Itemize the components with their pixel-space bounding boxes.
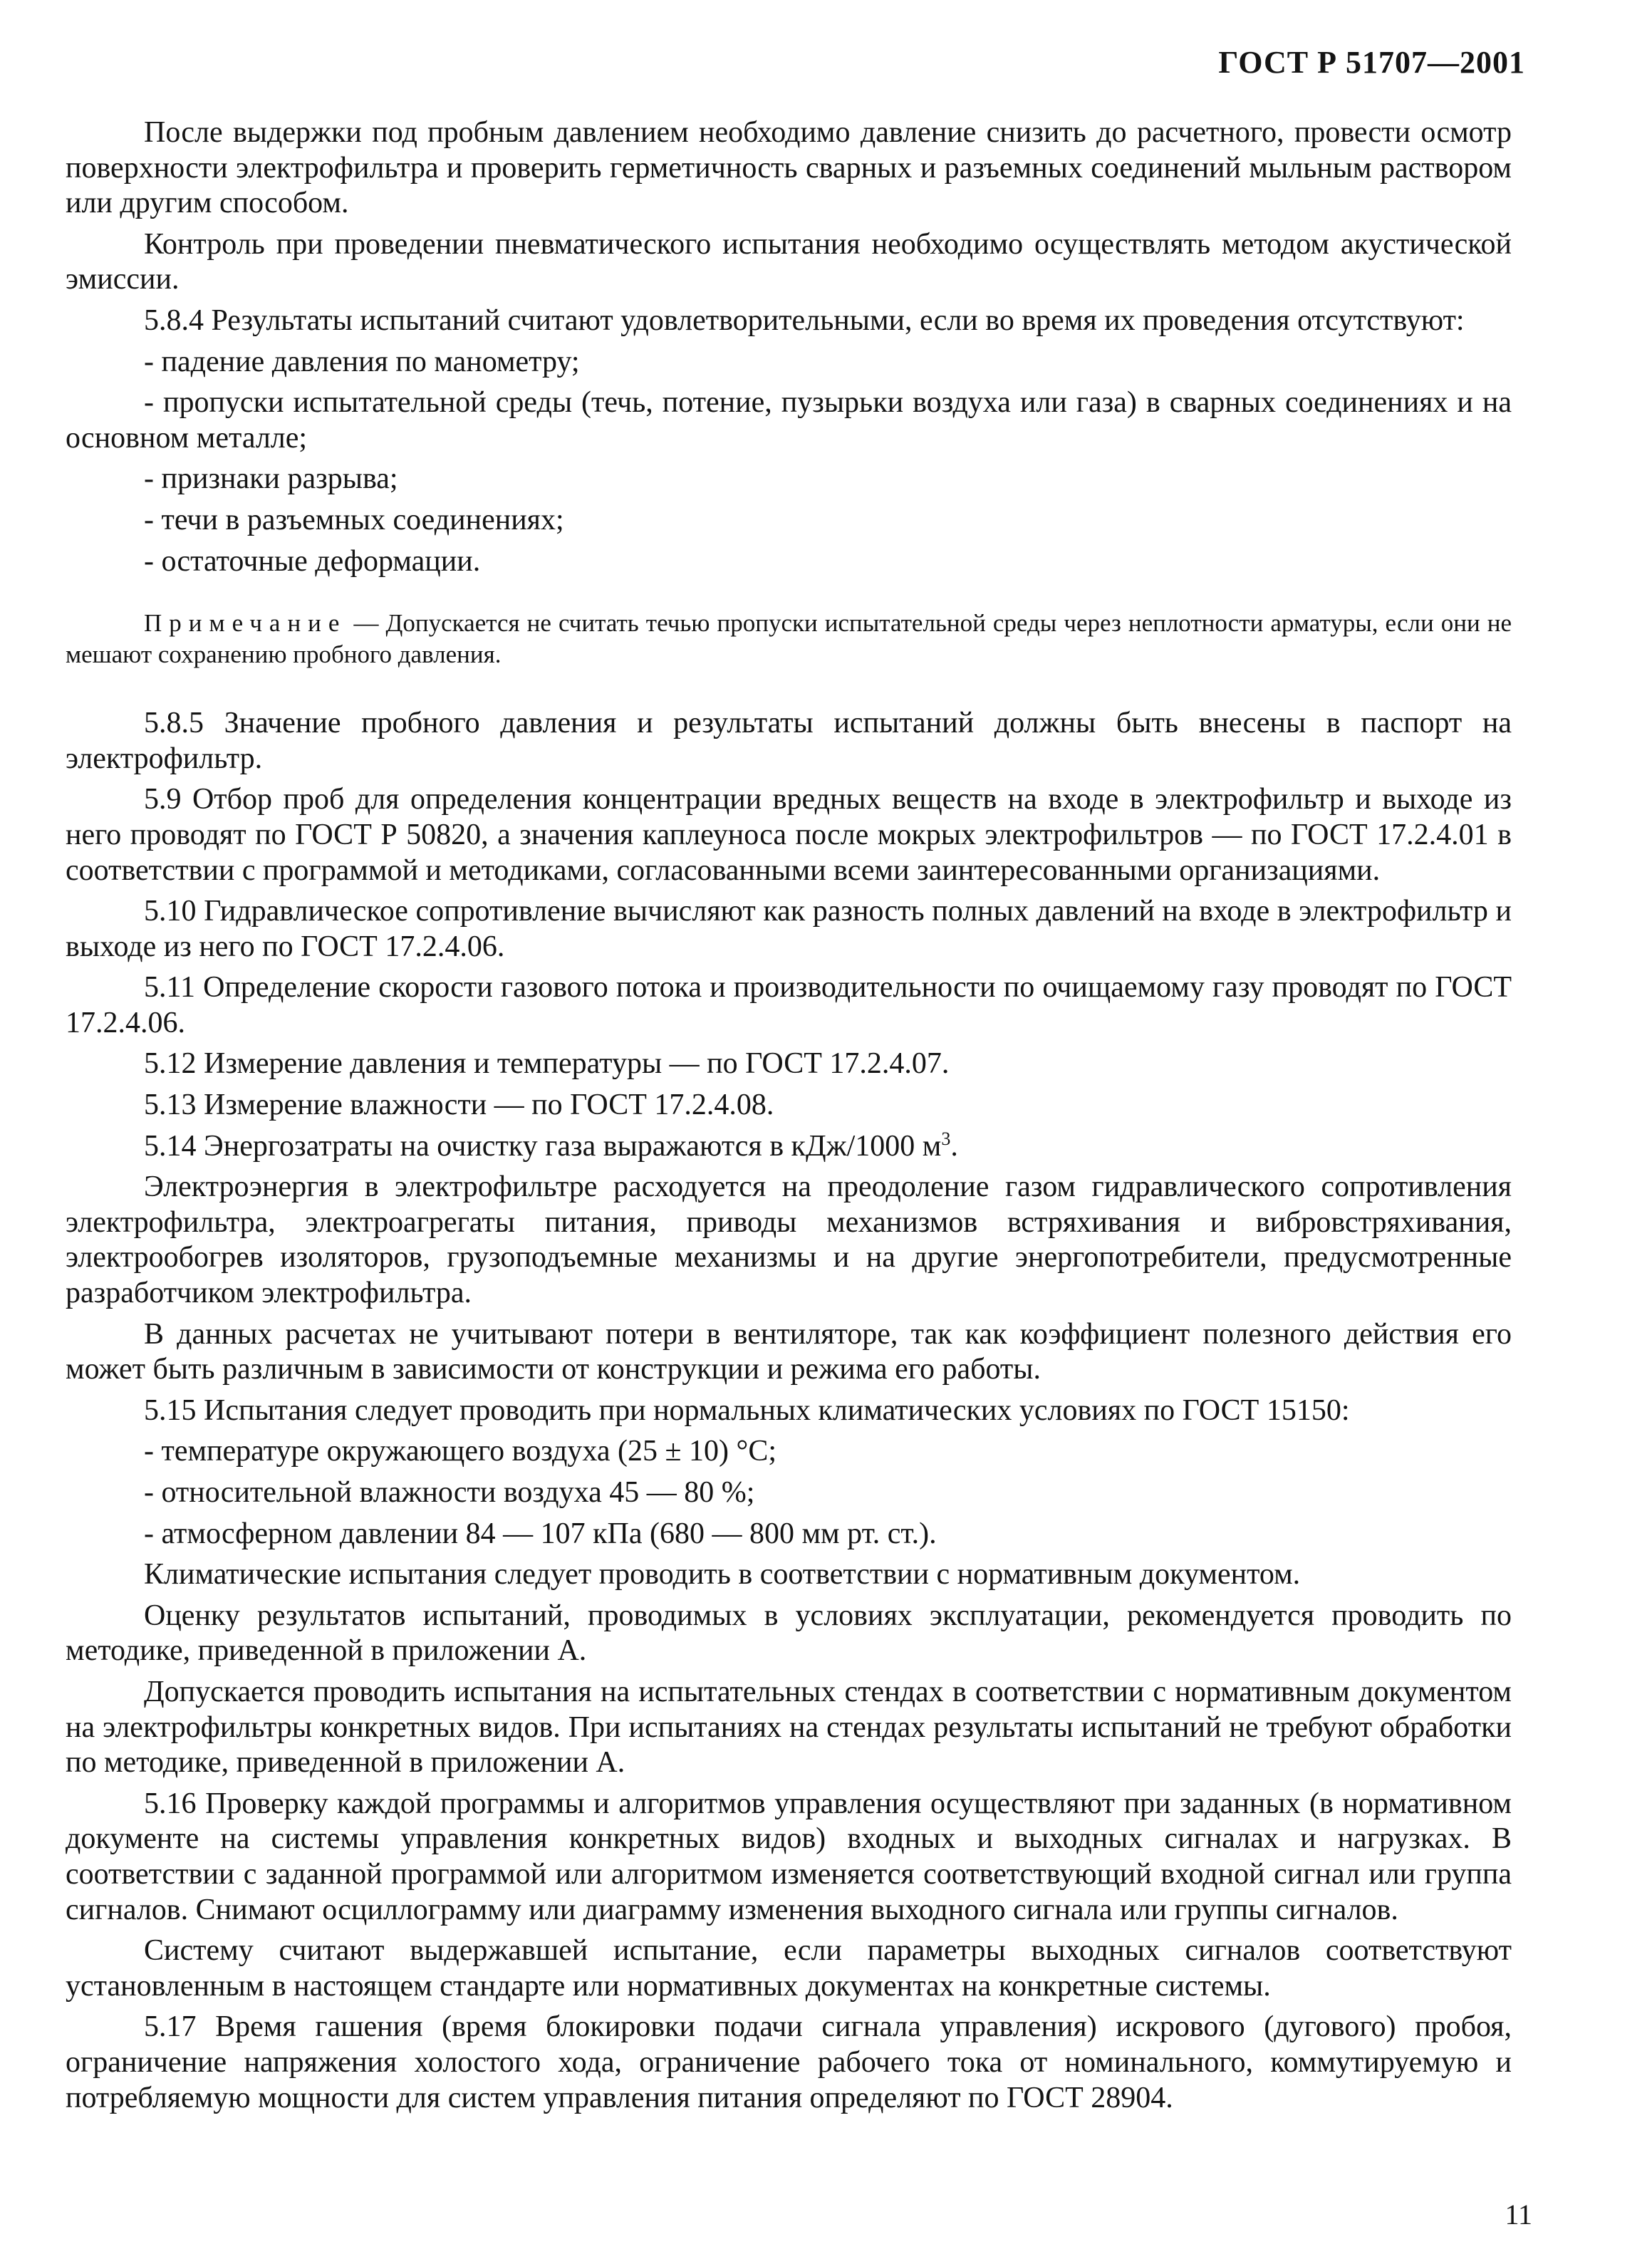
list-item: - падение давления по манометру; xyxy=(144,345,580,378)
document-header: ГОСТ Р 51707—2001 xyxy=(1218,45,1525,80)
paragraph: 5.15 Испытания следует проводить при нормальных климатических условиях по ГОСТ 15150: xyxy=(144,1393,1350,1427)
paragraph: 5.8.5 Значение пробного давления и результаты испытаний должны быть внесены в паспорт на электрофильтр. xyxy=(66,707,1512,775)
list-item: - температуре окружающего воздуха (25 ± 10) °С; xyxy=(144,1435,777,1468)
list-item: - признаки разрыва; xyxy=(144,462,398,496)
paragraph xyxy=(66,1129,1512,1165)
list-item: - относительной влажности воздуха 45 — 80 %; xyxy=(144,1476,755,1509)
list-item: - атмосферном давлении 84 — 107 кПа (680 — 800 мм рт. ст.). xyxy=(144,1517,937,1550)
paragraph: В данных расчетах не учитывают потери в вентиляторе, так как коэффициент полезного действия его может быть различным в зависимости от конструкции и режима его работы. xyxy=(66,1317,1512,1386)
paragraph: Электроэнергия в электрофильтре расходуется на преодоление газом гидравлического сопротивления электрофильтра, электроагрегаты питания, приводы механизмов встряхивания и вибровстряхивания, электрообогрев изоляторов, грузоподъемные механизмы и на другие энергопотребители, предусмотренные разработчиком электрофильтра. xyxy=(66,1170,1512,1310)
paragraph: После выдержки под пробным давлением необходимо давление снизить до расчетного, провести осмотр поверхности электрофильтра и проверить герметичность сварных и разъемных соединений мыльным раствором или другим способом. xyxy=(66,116,1512,220)
paragraph: Допускается проводить испытания на испытательных стендах в соответствии с нормативным документом на электрофильтры конкретных видов. При испытаниях на стендах результаты испытаний не требуют обработки по методике, приведенной в приложении А. xyxy=(66,1675,1512,1780)
paragraph: 5.16 Проверку каждой программы и алгоритмов управления осуществляют при заданных (в нормативном документе на системы управления конкретных видов) входных и выходных сигналах и нагрузках. В соответствии с заданной программой или алгоритмом изменяется соответствующий входной сигнал или группа сигналов. Снимают осциллограмму или диаграмму изменения выходного сигнала или группы сигналов. xyxy=(66,1787,1512,1926)
paragraph: 5.8.4 Результаты испытаний считают удовлетворительными, если во время их проведения отсутствуют: xyxy=(144,303,1465,337)
document-body xyxy=(66,115,1512,2122)
list-item: - пропуски испытательной среды (течь, потение, пузырьки воздуха или газа) в сварных соединениях и на основном металле; xyxy=(66,386,1512,455)
paragraph: Климатические испытания следует проводить в соответствии с нормативным документом. xyxy=(144,1558,1301,1591)
note-text: — Допускается не считать течью пропуски испытательной среды через неплотности арматуры, если они не мешают сохранению пробного давления. xyxy=(66,609,1512,669)
list-item: - остаточные деформации. xyxy=(144,544,481,578)
paragraph: 5.10 Гидравлическое сопротивление вычисляют как разность полных давлений на входе в электрофильтр и выходе из него по ГОСТ 17.2.4.06. xyxy=(66,895,1512,963)
paragraph: 5.9 Отбор проб для определения концентрации вредных веществ на входе в электрофильтр и выходе из него проводят по ГОСТ Р 50820, а значения каплеуноса после мокрых электрофильтров — по ГОСТ 17.2.4.01 в соответствии с программой и методиками, согласованными всеми заинтересованными организациями. xyxy=(66,783,1512,887)
superscript: 3 xyxy=(941,1128,951,1149)
paragraph: 5.11 Определение скорости газового потока и производительности по очищаемому газу проводят по ГОСТ 17.2.4.06. xyxy=(66,971,1512,1039)
paragraph: 5.13 Измерение влажности — по ГОСТ 17.2.4.08. xyxy=(144,1089,774,1122)
note-label: Примечание xyxy=(144,609,347,638)
list-item: - течи в разъемных соединениях; xyxy=(144,503,564,536)
paragraph: Контроль при проведении пневматического испытания необходимо осуществлять методом акустической эмиссии. xyxy=(66,227,1512,296)
paragraph: Систему считают выдержавшей испытание, если параметры выходных сигналов соответствуют установленным в настоящем стандарте или нормативных документах на конкретные системы. xyxy=(66,1934,1512,2003)
page-number: 11 xyxy=(1505,2198,1532,2231)
paragraph: 5.12 Измерение давления и температуры — по ГОСТ 17.2.4.07. xyxy=(144,1047,950,1081)
paragraph: 5.17 Время гашения (время блокировки подачи сигнала управления) искрового (дугового) пробоя, ограничение напряжения холостого хода, ограничение рабочего тока от номинального, коммутируемую и потребляемую мощности для систем управления питания определяют по ГОСТ 28904. xyxy=(66,2010,1512,2114)
paragraph: Оценку результатов испытаний, проводимых в условиях эксплуатации, рекомендуется проводить по методике, приведенной в приложении А. xyxy=(66,1599,1512,1668)
paragraph-tail: . xyxy=(950,1129,958,1163)
note xyxy=(66,608,1512,670)
paragraph-text: 5.14 Энергозатраты на очистку газа выражаются в кДж/1000 м xyxy=(144,1129,942,1163)
